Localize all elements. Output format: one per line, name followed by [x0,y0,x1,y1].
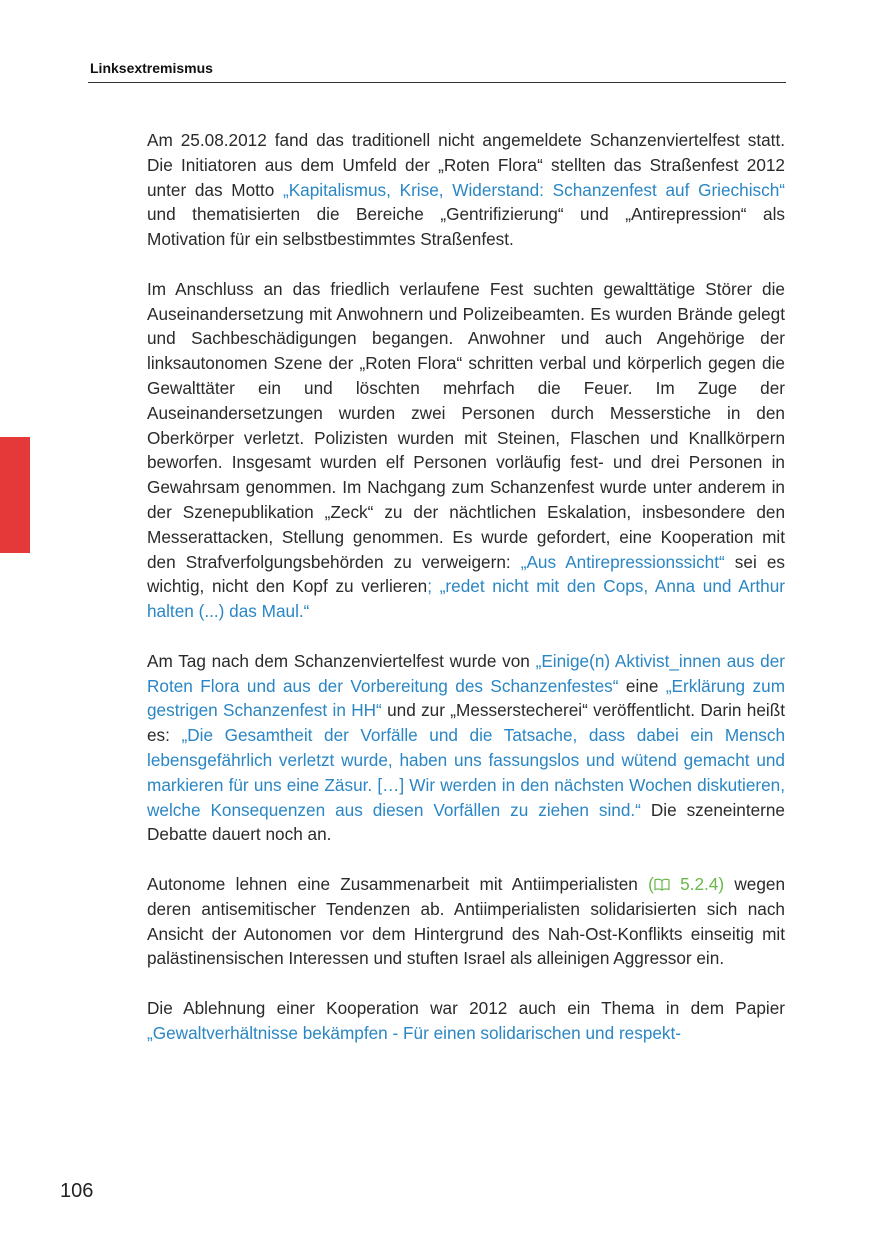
body-text [147,128,785,1070]
running-title: Linksextremismus [90,60,213,76]
text-run: Am 25.08.2012 fand das traditionell nicht angemeldete Schanzenviertelfest statt. Die Initiatoren aus dem Umfeld der „Roten Flora“ stellten das Straßenfest 2012 unter das Motto [147,130,785,200]
text-run: Die szeneinterne Debatte dauert noch an. [147,799,785,845]
quote-run: „Einige(n) Aktivist_innen aus der Roten Flora und aus der Vorbereitung des Schanzenfestes“ [147,650,785,696]
header-rule [88,82,786,83]
quote-run: „Die Gesamtheit der Vorfälle und die Tatsache, dass dabei ein Mensch lebensgefährlich verletzt wurde, haben uns fassungslos und wütend gemacht und markieren für uns eine Zäsur. […] Wir werden in den nächsten Wochen diskutieren, welche Konsequenzen aus diesen Vorfällen zu ziehen sind.“ [147,725,786,820]
paragraph-3 [147,649,785,847]
text-run: sei es wichtig, nicht den Kopf zu verlieren [147,551,785,597]
text-run: und thematisierten die Bereiche „Gentrifizierung“ und „Antirepression“ als Motivation für ein selbstbestimmtes Straßenfest. [147,204,785,250]
paragraph-4 [147,872,785,971]
text-run: Autonome lehnen eine Zusammenarbeit mit Antiimperialisten [147,873,649,894]
cross-reference-link[interactable] [648,874,724,894]
quote-run: „Kapitalismus, Krise, Widerstand: Schanzenfest auf Griechisch“ [282,179,786,200]
page-number: 106 [60,1180,94,1202]
text-run: Die Ablehnung einer Kooperation war 2012 auch ein Thema in dem Papier [147,997,785,1018]
quote-run: ; „redet nicht mit den Cops, Anna und Arthur halten (...) das Maul.“ [147,576,785,622]
paragraph-2 [147,277,785,624]
text-run: Im Anschluss an das friedlich verlaufene Fest suchten gewalttätige Störer die Auseinandersetzung mit Anwohnern und Polizeibeamten. Es wurden Brände gelegt und Sachbeschädigungen begangen. Anwohner und auch Angehörige der linksautonomen Szene der „Roten Flora“ schritten verbal und körperlich gegen die Gewalttäter ein und löschten mehrfach die Feuer. Im Zuge der Auseinandersetzungen wurden zwei Personen durch Messerstiche in den Oberkörper verletzt. Polizisten wurden mit Steinen, Flaschen und Knallkörpern beworfen. Insgesamt wurden elf Personen vorläufig fest- und drei Personen in Gewahrsam genommen. Im Nachgang zum Schanzenfest wurde unter anderem in der Szenepublikation „Zeck“ zu der nächtlichen Eskalation, insbesondere den Messerattacken, Stellung genommen. Es wurde gefordert, eine Kooperation mit den Strafverfolgungsbehörden zu verweigern: [147,278,785,572]
text-run: eine [618,675,666,696]
quote-run: „Erklärung zum gestrigen Schanzenfest in HH“ [147,675,786,721]
quote-run: „Gewaltverhältnisse bekämpfen - Für einen solidarischen und respekt- [147,1022,682,1043]
text-run: Am Tag nach dem Schanzenviertelfest wurde von [147,650,536,671]
book-icon [654,878,670,891]
quote-run: „Aus Antirepressionssicht“ [520,551,725,572]
chapter-side-marker [0,437,30,553]
paragraph-1 [147,128,785,252]
ref-open: ( [648,873,654,894]
paragraph-5 [147,996,785,1046]
ref-text: 5.2.4) [669,873,725,894]
text-run: wegen deren antisemitischer Tendenzen ab. Antiimperialisten solidarisierten sich nach Ansicht der Autonomen vor dem Hintergrund des Nah-Ost-Konflikts einseitig mit palästinensischen Interessen und stuften Israel als alleinigen Aggressor ein. [147,873,785,969]
text-run: und zur „Messerstecherei“ veröffentlicht. Darin heißt es: [147,700,785,746]
